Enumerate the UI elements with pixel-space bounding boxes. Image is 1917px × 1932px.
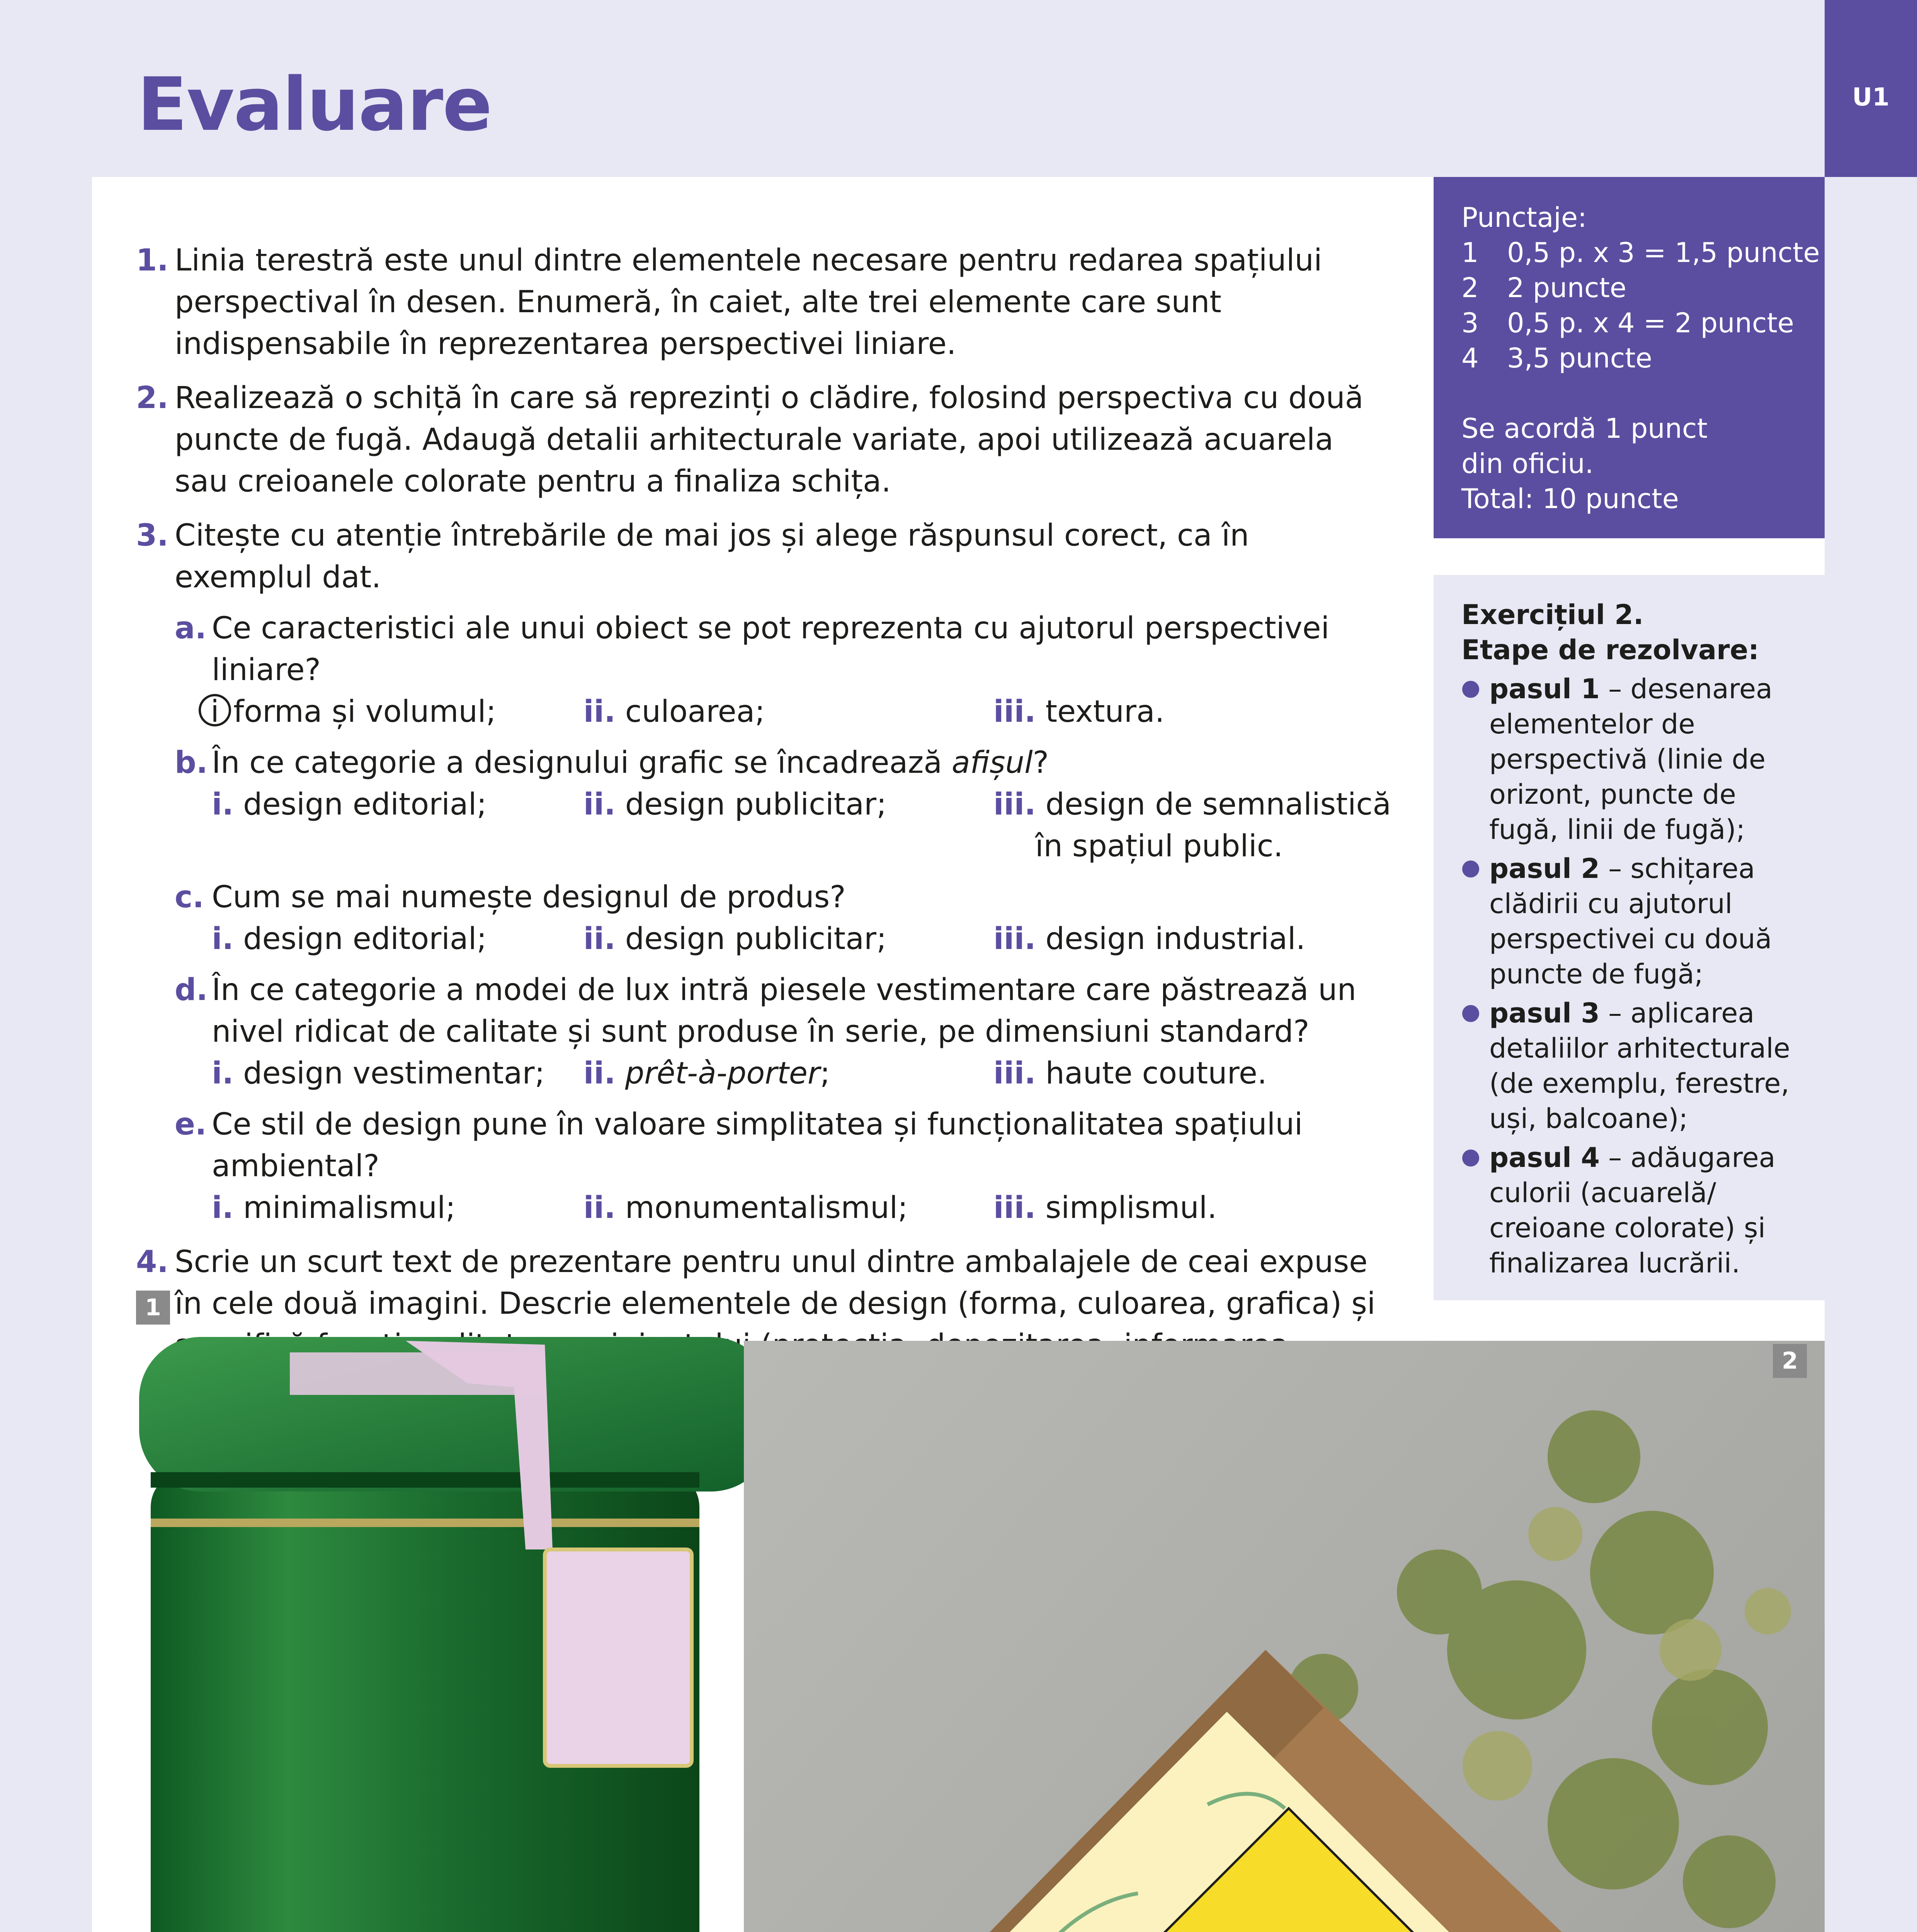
unit-label: U1 <box>1852 83 1890 112</box>
question-letter: a. <box>175 611 207 646</box>
step-label: pasul 1 <box>1489 673 1600 705</box>
option-numeral: ii. <box>583 1056 616 1091</box>
option-i <box>212 691 583 733</box>
option-text: design publicitar; <box>625 787 887 822</box>
answer-options <box>212 784 1396 867</box>
exercise-list <box>136 240 1396 1420</box>
score-title: Punctaje: <box>1461 202 1587 233</box>
question-b <box>175 742 1396 867</box>
option-text: minimalismul; <box>243 1190 456 1225</box>
option-iii <box>993 1187 1396 1229</box>
exercise-2 <box>136 377 1396 502</box>
option-text: haute couture. <box>1045 1056 1267 1091</box>
option-text: textura. <box>1045 694 1165 729</box>
score-value: 0,5 p. x 4 = 2 puncte <box>1507 307 1794 339</box>
exercise-text: Scrie un scurt text de prezentare pentru unul dintre ambalajele de ceai expuse în cele două imagini. Descrie elementele de design (forma, culoarea, grafica) și <box>175 1245 1376 1321</box>
steps-subtitle: Etape de rezolvare: <box>1461 634 1759 666</box>
score-exercise-number: 2 <box>1461 272 1479 304</box>
step-text: – adăugarea culorii (acuarelă/ creioane colorate) și finalizarea lucrării. <box>1489 1142 1776 1279</box>
exercise-number: 1. <box>136 243 168 278</box>
step-item <box>1461 672 1809 847</box>
score-note: Se acordă 1 punct <box>1461 413 1708 444</box>
exercise-1 <box>136 240 1396 365</box>
score-exercise-number: 4 <box>1461 342 1479 374</box>
score-row <box>1461 270 1825 306</box>
step-text: – desenarea elementelor de perspectivă (linie de orizont, puncte de fugă, linii de fugă); <box>1489 673 1772 845</box>
option-text: design industrial. <box>1045 922 1306 956</box>
score-box <box>1434 177 1825 538</box>
option-text: monumentalismul; <box>625 1190 908 1225</box>
option-ii <box>583 1053 993 1094</box>
option-numeral: ii. <box>583 922 616 956</box>
option-i <box>212 1053 583 1094</box>
question-letter: e. <box>175 1107 207 1142</box>
answer-options <box>212 918 1396 960</box>
spacer <box>1461 376 1825 411</box>
step-text: – schițarea clădirii cu ajutorul perspectivei cu două puncte de fugă; <box>1489 853 1772 990</box>
exercise-3 <box>136 515 1396 1229</box>
step-label: pasul 2 <box>1489 853 1600 884</box>
option-iii <box>993 918 1396 960</box>
page-title: Evaluare <box>137 62 492 147</box>
tea-bag-photo <box>744 1341 1825 1932</box>
score-value: 2 puncte <box>1507 272 1626 304</box>
option-numeral: iii. <box>993 922 1036 956</box>
step-item <box>1461 851 1809 992</box>
step-item <box>1461 996 1809 1136</box>
answer-options <box>212 1053 1396 1094</box>
option-text: culoarea; <box>625 694 765 729</box>
question-text <box>212 742 1396 784</box>
question-italic-term: afișul <box>951 745 1033 780</box>
option-text: simplismul. <box>1045 1190 1217 1225</box>
option-iii <box>993 784 1396 867</box>
option-punctuation: ; <box>820 1056 830 1091</box>
exercise-text: Citește cu atenție întrebările de mai jos și alege răspunsul corect, ca în exemplul dat. <box>175 518 1249 595</box>
option-text-continued: în spațiul public. <box>1035 829 1283 864</box>
option-numeral: iii. <box>993 1190 1036 1225</box>
score-note: din oficiu. <box>1461 448 1594 480</box>
option-iii <box>993 1053 1396 1094</box>
bullet-icon <box>1462 861 1479 878</box>
score-row <box>1461 306 1825 341</box>
option-text: design editorial; <box>243 787 487 822</box>
score-value: 0,5 p. x 3 = 1,5 puncte <box>1507 237 1820 269</box>
exercise-number: 3. <box>136 518 168 553</box>
steps-title: Exercițiul 2. <box>1461 599 1644 631</box>
question-text-part: ? <box>1032 745 1049 780</box>
option-text: design de semnalistică <box>1045 787 1391 822</box>
option-numeral: ii. <box>583 694 616 729</box>
score-value: 3,5 puncte <box>1507 342 1652 374</box>
option-numeral: iii. <box>993 1056 1036 1091</box>
image-number-tag: 2 <box>1773 1344 1807 1378</box>
option-ii <box>583 918 993 960</box>
option-ii <box>583 1187 993 1229</box>
option-numeral: i. <box>212 922 234 956</box>
score-total: Total: 10 puncte <box>1461 483 1679 515</box>
tea-tin-photo <box>128 1310 792 1932</box>
question-a <box>175 607 1396 733</box>
exercise-number: 4. <box>136 1245 168 1279</box>
question-text: Cum se mai numește designul de produs? <box>212 880 846 915</box>
option-numeral: iii. <box>993 787 1036 822</box>
exercise-number: 2. <box>136 381 168 415</box>
question-d <box>175 969 1396 1094</box>
step-text: – aplicarea detaliilor arhitecturale (de exemplu, ferestre, uși, balcoane); <box>1489 997 1790 1134</box>
option-text: design editorial; <box>243 922 487 956</box>
step-item <box>1461 1140 1809 1281</box>
option-text: design publicitar; <box>625 922 887 956</box>
steps-box <box>1434 575 1825 1300</box>
question-text: În ce categorie a modei de lux intră piesele vestimentare care păstrează un nivel ridicat de calitate și sunt produse în serie, pe dimensiuni standard? <box>212 973 1356 1049</box>
bullet-icon <box>1462 681 1479 698</box>
exercise-text: Realizează o schiță în care să reprezinți o clădire, folosind perspectiva cu două puncte de fugă. Adaugă detalii arhitecturale variate, apoi utilizează acuarela sau creioanele colorate pentru a finaliza schița. <box>175 381 1364 499</box>
step-label: pasul 3 <box>1489 997 1600 1029</box>
answer-options <box>212 1187 1396 1229</box>
question-c <box>175 876 1396 960</box>
score-exercise-number: 1 <box>1461 237 1479 269</box>
circled-answer-mark: i <box>199 694 231 726</box>
option-ii <box>583 691 993 733</box>
option-numeral: ii. <box>583 787 616 822</box>
option-iii <box>993 691 1396 733</box>
score-exercise-number: 3 <box>1461 307 1479 339</box>
question-letter: b. <box>175 745 208 780</box>
option-text: prêt-à-porter <box>625 1056 820 1091</box>
score-row <box>1461 341 1825 376</box>
option-i <box>212 918 583 960</box>
option-numeral: iii. <box>993 694 1036 729</box>
option-text: forma și volumul; <box>233 694 496 729</box>
question-text-part: În ce categorie a designului grafic se încadrează <box>212 745 952 780</box>
option-i <box>212 784 583 867</box>
option-numeral: ii. <box>583 1190 616 1225</box>
option-numeral: i. <box>212 1190 234 1225</box>
question-e <box>175 1104 1396 1229</box>
unit-tab <box>1825 0 1917 177</box>
option-ii <box>583 784 993 867</box>
bullet-icon <box>1462 1005 1479 1022</box>
image-number-tag: 1 <box>136 1291 170 1325</box>
option-numeral: i. <box>212 787 234 822</box>
question-letter: d. <box>175 973 208 1007</box>
option-numeral: i. <box>212 1056 234 1091</box>
score-row <box>1461 235 1825 270</box>
option-text: design vestimentar; <box>243 1056 545 1091</box>
option-i <box>212 1187 583 1229</box>
question-text: Ce stil de design pune în valoare simplitatea și funcționalitatea spațiului ambiental? <box>212 1107 1303 1184</box>
answer-options <box>212 691 1396 733</box>
question-letter: c. <box>175 880 204 915</box>
step-label: pasul 4 <box>1489 1142 1600 1173</box>
question-text: Ce caracteristici ale unui obiect se pot reprezenta cu ajutorul perspectivei liniare? <box>212 611 1330 687</box>
bullet-icon <box>1462 1150 1479 1167</box>
exercise-text: Linia terestră este unul dintre elementele necesare pentru redarea spațiului perspectival în desen. Enumeră, în caiet, alte trei elemente care sunt indispensabile în reprezentarea perspectivei liniare. <box>175 243 1322 361</box>
